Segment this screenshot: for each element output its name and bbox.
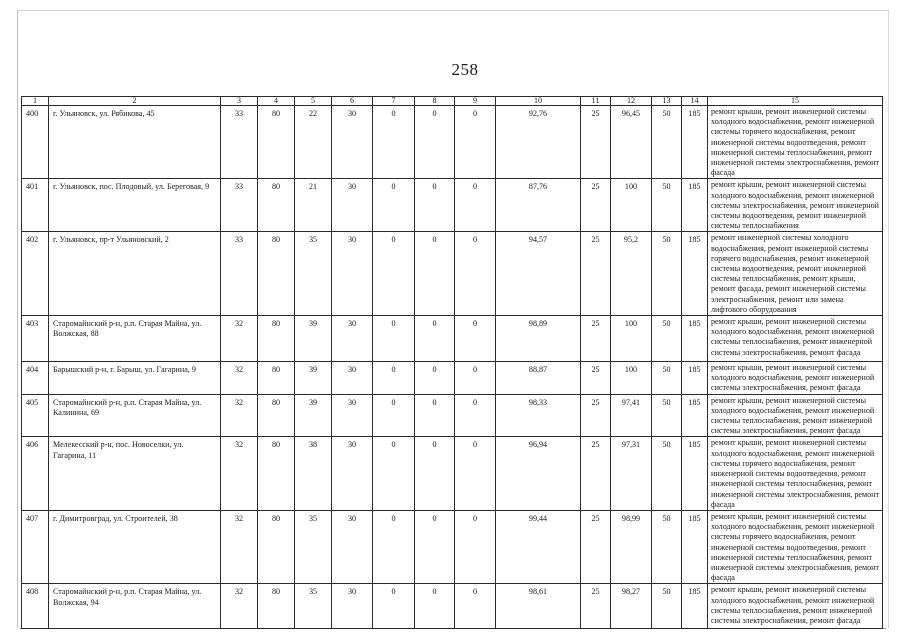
col-5-value: 35: [295, 584, 332, 629]
col-11-value: 25: [581, 232, 611, 316]
address: Мелекесский р-н, пос. Новоселки, ул. Гагарина, 11: [49, 437, 221, 510]
col-14-value: 185: [682, 437, 708, 510]
col-11-value: 25: [581, 362, 611, 395]
works-list: ремонт крыши, ремонт инженерной системы холодного водоснабжения, ремонт инженерной системы горячего водоснабжения, ремонт инженерной системы водоотведения, ремонт инженерной системы теплоснабжения, ремонт инженерной системы электроснабжения, ремонт фасада: [708, 510, 883, 583]
col-5-value: 38: [295, 437, 332, 510]
col-5-value: 35: [295, 232, 332, 316]
col-3-value: 32: [221, 316, 258, 362]
col-5-value: 35: [295, 510, 332, 583]
col-8-value: 0: [415, 510, 455, 583]
col-9-value: 0: [455, 362, 496, 395]
col-12-value: 95,2: [611, 232, 652, 316]
table-row: [22, 362, 883, 395]
col-8-value: 0: [415, 106, 455, 179]
address: г. Ульяновск, пр-т Ульяновский, 2: [49, 232, 221, 316]
address: Барышский р-н, г. Барыш, ул. Гагарина, 9: [49, 362, 221, 395]
col-8-value: 0: [415, 362, 455, 395]
col-13-value: 50: [652, 316, 682, 362]
col-11-value: 25: [581, 510, 611, 583]
col-6-value: 30: [332, 106, 373, 179]
row-number: 405: [22, 394, 49, 437]
col-10-value: 98,61: [496, 584, 581, 629]
col-7-value: 0: [373, 584, 415, 629]
col-7-value: 0: [373, 394, 415, 437]
row-number: 406: [22, 437, 49, 510]
row-number: 401: [22, 179, 49, 232]
col-11-value: 25: [581, 106, 611, 179]
col-7-value: 0: [373, 106, 415, 179]
col-12-value: 96,45: [611, 106, 652, 179]
col-12-value: 100: [611, 362, 652, 395]
column-header: 8: [415, 97, 455, 106]
col-13-value: 50: [652, 510, 682, 583]
col-13-value: 50: [652, 437, 682, 510]
column-header: 1: [22, 97, 49, 106]
col-8-value: 0: [415, 316, 455, 362]
column-header: 4: [258, 97, 295, 106]
col-10-value: 88,87: [496, 362, 581, 395]
col-14-value: 185: [682, 362, 708, 395]
col-8-value: 0: [415, 437, 455, 510]
col-14-value: 185: [682, 179, 708, 232]
col-6-value: 30: [332, 179, 373, 232]
address: г. Ульяновск, пос. Плодовый, ул. Береговая, 9: [49, 179, 221, 232]
col-3-value: 33: [221, 179, 258, 232]
col-8-value: 0: [415, 584, 455, 629]
address: г. Ульяновск, ул. Рябикова, 45: [49, 106, 221, 179]
col-4-value: 80: [258, 394, 295, 437]
column-header: 12: [611, 97, 652, 106]
col-13-value: 50: [652, 362, 682, 395]
col-4-value: 80: [258, 584, 295, 629]
works-list: ремонт крыши, ремонт инженерной системы холодного водоснабжения, ремонт инженерной системы электроснабжения, ремонт фасада: [708, 362, 883, 395]
works-list: ремонт инженерной системы холодного водоснабжения, ремонт инженерной системы горячего водоснабжения, ремонт инженерной системы водоотведения, ремонт инженерной системы теплоснабжения, ремонт крыши, ремонт фасада, ремонт инженерной системы электроснабжения, ремонт или замена лифтового оборудования: [708, 232, 883, 316]
col-5-value: 39: [295, 362, 332, 395]
col-13-value: 50: [652, 232, 682, 316]
table-row: [22, 510, 883, 583]
address: Старомайнский р-н, р.п. Старая Майна, ул. Калинина, 69: [49, 394, 221, 437]
table-row: [22, 106, 883, 179]
col-9-value: 0: [455, 510, 496, 583]
col-3-value: 32: [221, 362, 258, 395]
col-14-value: 185: [682, 394, 708, 437]
column-header: 2: [49, 97, 221, 106]
col-14-value: 185: [682, 316, 708, 362]
col-9-value: 0: [455, 106, 496, 179]
column-header: 6: [332, 97, 373, 106]
col-10-value: 94,57: [496, 232, 581, 316]
col-9-value: 0: [455, 316, 496, 362]
table-row: [22, 316, 883, 362]
col-13-value: 50: [652, 106, 682, 179]
col-6-value: 30: [332, 316, 373, 362]
column-header: 9: [455, 97, 496, 106]
row-number: 403: [22, 316, 49, 362]
col-12-value: 100: [611, 316, 652, 362]
col-10-value: 98,89: [496, 316, 581, 362]
col-14-value: 185: [682, 584, 708, 629]
col-3-value: 32: [221, 510, 258, 583]
col-12-value: 98,99: [611, 510, 652, 583]
address: Старомайнский р-н, р.п. Старая Майна, ул. Волжская, 88: [49, 316, 221, 362]
col-7-value: 0: [373, 362, 415, 395]
row-number: 404: [22, 362, 49, 395]
column-header: 3: [221, 97, 258, 106]
works-list: ремонт крыши, ремонт инженерной системы холодного водоснабжения, ремонт инженерной системы электроснабжения, ремонт инженерной системы водоотведения, ремонт инженерной системы теплоснабжения: [708, 179, 883, 232]
col-10-value: 98,33: [496, 394, 581, 437]
col-7-value: 0: [373, 316, 415, 362]
column-header: 7: [373, 97, 415, 106]
col-11-value: 25: [581, 394, 611, 437]
col-11-value: 25: [581, 437, 611, 510]
column-header: 15: [708, 97, 883, 106]
col-4-value: 80: [258, 179, 295, 232]
column-header: 14: [682, 97, 708, 106]
col-14-value: 185: [682, 106, 708, 179]
col-11-value: 25: [581, 179, 611, 232]
col-11-value: 25: [581, 584, 611, 629]
col-4-value: 80: [258, 510, 295, 583]
col-10-value: 96,94: [496, 437, 581, 510]
column-header: 11: [581, 97, 611, 106]
column-header: 10: [496, 97, 581, 106]
col-12-value: 100: [611, 179, 652, 232]
works-list: ремонт крыши, ремонт инженерной системы холодного водоснабжения, ремонт инженерной системы теплоснабжения, ремонт инженерной системы электроснабжения, ремонт фасада: [708, 394, 883, 437]
col-3-value: 32: [221, 437, 258, 510]
row-number: 400: [22, 106, 49, 179]
row-number: 402: [22, 232, 49, 316]
col-7-value: 0: [373, 179, 415, 232]
col-14-value: 185: [682, 232, 708, 316]
col-7-value: 0: [373, 437, 415, 510]
col-4-value: 80: [258, 232, 295, 316]
col-8-value: 0: [415, 179, 455, 232]
col-3-value: 33: [221, 232, 258, 316]
col-7-value: 0: [373, 232, 415, 316]
column-number-row: [22, 97, 883, 106]
col-8-value: 0: [415, 394, 455, 437]
table-row: [22, 232, 883, 316]
col-6-value: 30: [332, 232, 373, 316]
address: Старомайнский р-н, р.п. Старая Майна, ул. Волжская, 94: [49, 584, 221, 629]
col-6-value: 30: [332, 584, 373, 629]
col-13-value: 50: [652, 179, 682, 232]
col-10-value: 87,76: [496, 179, 581, 232]
address: г. Димитровград, ул. Строителей, 38: [49, 510, 221, 583]
col-3-value: 32: [221, 394, 258, 437]
col-9-value: 0: [455, 584, 496, 629]
works-list: ремонт крыши, ремонт инженерной системы холодного водоснабжения, ремонт инженерной системы горячего водоснабжения, ремонт инженерной системы водоотведения, ремонт инженерной системы теплоснабжения, ремонт инженерной системы электроснабжения, ремонт фасада: [708, 437, 883, 510]
table-row: [22, 179, 883, 232]
col-8-value: 0: [415, 232, 455, 316]
col-9-value: 0: [455, 394, 496, 437]
col-3-value: 32: [221, 584, 258, 629]
col-13-value: 50: [652, 394, 682, 437]
col-14-value: 185: [682, 510, 708, 583]
works-list: ремонт крыши, ремонт инженерной системы холодного водоснабжения, ремонт инженерной системы горячего водоснабжения, ремонт инженерной системы водоотведения, ремонт инженерной системы теплоснабжения, ремонт инженерной системы электроснабжения, ремонт фасада: [708, 106, 883, 179]
row-number: 407: [22, 510, 49, 583]
page-number: 258: [451, 60, 479, 79]
col-11-value: 25: [581, 316, 611, 362]
col-3-value: 33: [221, 106, 258, 179]
col-12-value: 97,41: [611, 394, 652, 437]
works-list: ремонт крыши, ремонт инженерной системы холодного водоснабжения, ремонт инженерной системы теплоснабжения, ремонт инженерной системы электроснабжения, ремонт фасада: [708, 584, 883, 629]
col-6-value: 30: [332, 510, 373, 583]
column-header: 5: [295, 97, 332, 106]
col-4-value: 80: [258, 106, 295, 179]
col-6-value: 30: [332, 437, 373, 510]
table-row: [22, 394, 883, 437]
col-9-value: 0: [455, 437, 496, 510]
col-6-value: 30: [332, 362, 373, 395]
table-row: [22, 437, 883, 510]
col-4-value: 80: [258, 316, 295, 362]
col-4-value: 80: [258, 362, 295, 395]
works-list: ремонт крыши, ремонт инженерной системы холодного водоснабжения, ремонт инженерной системы теплоснабжения, ремонт инженерной системы электроснабжения, ремонт фасада: [708, 316, 883, 362]
col-13-value: 50: [652, 584, 682, 629]
col-12-value: 97,31: [611, 437, 652, 510]
column-header: 13: [652, 97, 682, 106]
col-10-value: 99,44: [496, 510, 581, 583]
col-9-value: 0: [455, 232, 496, 316]
col-9-value: 0: [455, 179, 496, 232]
col-5-value: 22: [295, 106, 332, 179]
buildings-table: [21, 96, 883, 629]
col-10-value: 92,76: [496, 106, 581, 179]
col-5-value: 39: [295, 394, 332, 437]
col-5-value: 21: [295, 179, 332, 232]
table-row: [22, 584, 883, 629]
col-7-value: 0: [373, 510, 415, 583]
row-number: 408: [22, 584, 49, 629]
col-4-value: 80: [258, 437, 295, 510]
col-6-value: 30: [332, 394, 373, 437]
col-12-value: 98,27: [611, 584, 652, 629]
col-5-value: 39: [295, 316, 332, 362]
